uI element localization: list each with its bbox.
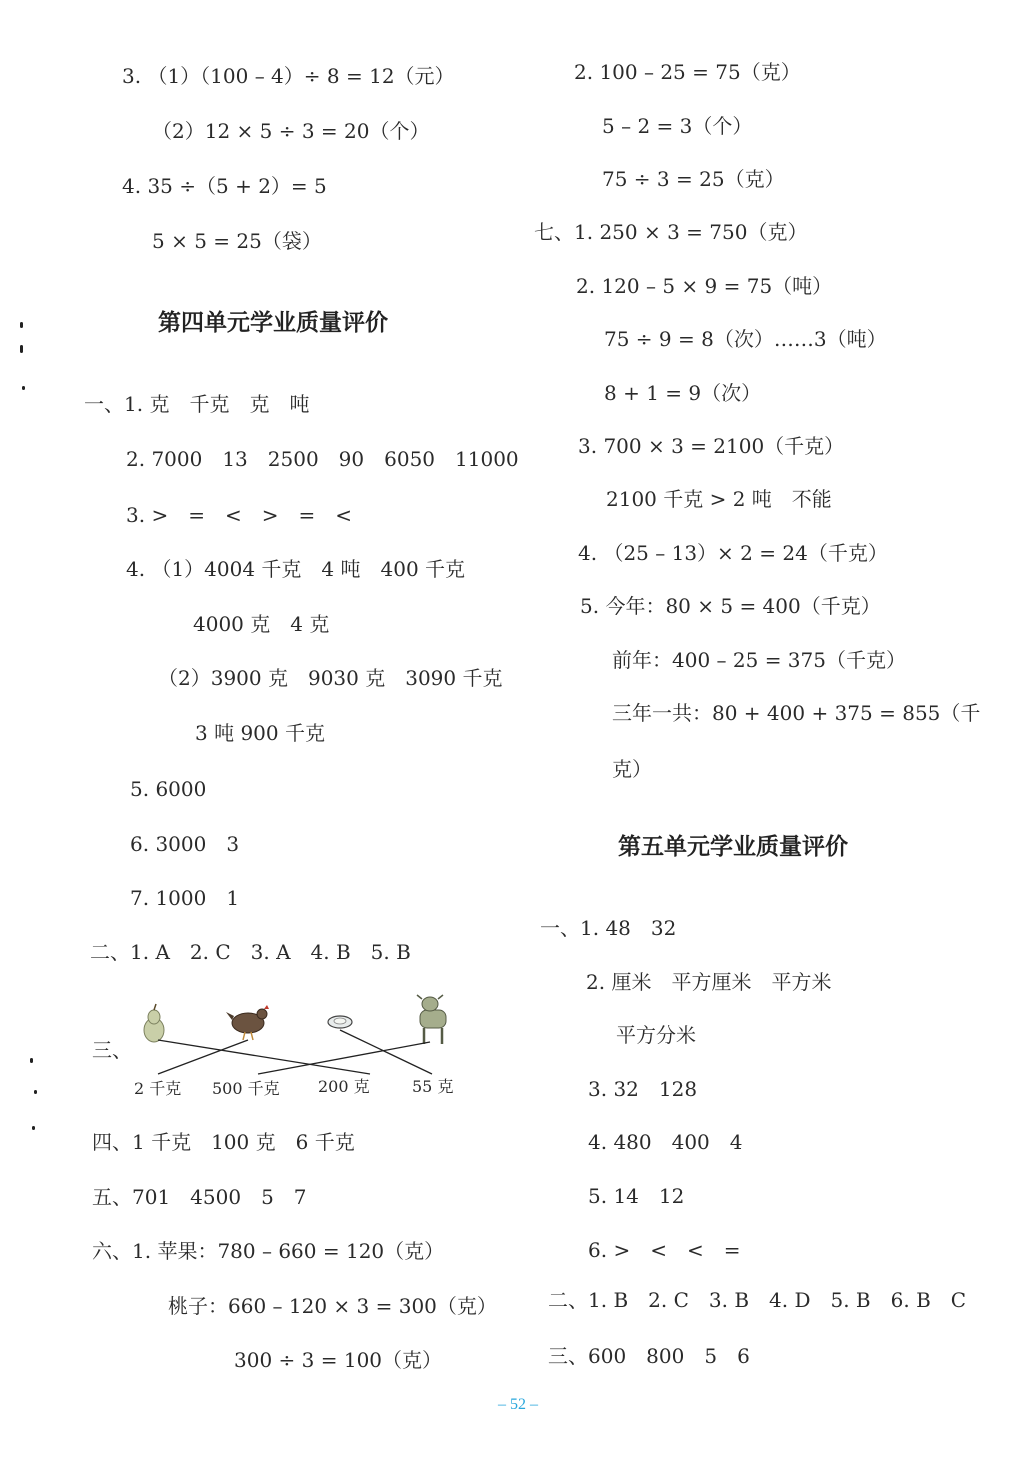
section-heading-unit4: 第四单元学业质量评价: [158, 310, 388, 336]
answer-line: 75 ÷ 9 = 8（次）……3（吨）: [604, 327, 887, 351]
answer-line: 5. 今年：80 × 5 = 400（千克）: [580, 594, 881, 618]
scan-speck: [34, 1090, 37, 1094]
answer-line: （2）12 × 5 ÷ 3 = 20（个）: [152, 119, 430, 143]
match-line: [158, 1040, 248, 1074]
scan-speck: [32, 1126, 35, 1130]
page-number: – 52 –: [498, 1396, 538, 1413]
answer-line: 3. 32 128: [588, 1077, 698, 1101]
match-line: [340, 1030, 432, 1074]
answer-line: 三、: [92, 1038, 132, 1062]
answer-line: 二、1. A 2. C 3. A 4. B 5. B: [90, 940, 411, 964]
answer-line: 5 – 2 = 3（个）: [602, 114, 753, 138]
answer-line: 3. > = < > = <: [126, 503, 352, 527]
answer-line: 4. 480 400 4: [588, 1130, 743, 1154]
scan-speck: [20, 322, 23, 328]
answer-line: 六、1. 苹果：780 – 660 = 120（克）: [92, 1239, 445, 1263]
answer-line: 6. > < < =: [588, 1238, 741, 1262]
answer-line: 300 ÷ 3 = 100（克）: [234, 1348, 443, 1372]
answer-line: 2. 120 – 5 × 9 = 75（吨）: [576, 274, 833, 298]
match-label: 500 千克: [212, 1079, 280, 1098]
match-label: 55 克: [412, 1077, 454, 1096]
answer-line: 3 吨 900 千克: [195, 721, 325, 745]
answer-line: 2. 100 – 25 = 75（克）: [574, 60, 801, 84]
pear-icon: [144, 1004, 164, 1042]
answer-line: 七、1. 250 × 3 = 750（克）: [534, 220, 808, 244]
answer-line: 4. 35 ÷（5 + 2）= 5: [122, 174, 327, 198]
answer-line: 五、701 4500 5 7: [92, 1185, 307, 1209]
scan-speck: [22, 386, 25, 390]
cow-icon: [417, 995, 446, 1044]
answer-line: 75 ÷ 3 = 25（克）: [602, 167, 785, 191]
match-line: [158, 1040, 370, 1074]
answer-line: 5. 6000: [130, 777, 207, 801]
answer-line: 4000 克 4 克: [193, 612, 330, 636]
scan-speck: [20, 345, 23, 353]
egg-icon: [328, 1016, 352, 1028]
answer-line: 8 + 1 = 9（次）: [604, 381, 762, 405]
answer-line: 桃子：660 – 120 × 3 = 300（克）: [168, 1294, 497, 1318]
answer-line: 2100 千克 > 2 吨 不能: [606, 487, 832, 511]
scan-speck: [30, 1058, 33, 1063]
match-label: 200 克: [318, 1077, 370, 1096]
answer-line: 二、1. B 2. C 3. B 4. D 5. B 6. B C: [548, 1288, 967, 1312]
answer-line: 3. 700 × 3 = 2100（千克）: [578, 434, 845, 458]
answer-line: 5. 14 12: [588, 1184, 685, 1208]
answer-line: 三年一共：80 + 400 + 375 = 855（千: [612, 701, 981, 725]
answer-line: 2. 7000 13 2500 90 6050 11000: [126, 447, 519, 471]
answer-line: 5 × 5 = 25（袋）: [152, 229, 322, 253]
answer-line: 3. （1）（100 – 4）÷ 8 = 12（元）: [122, 64, 455, 88]
answer-line: 4. （1）4004 千克 4 吨 400 千克: [126, 557, 466, 581]
answer-line: 克）: [612, 757, 652, 781]
answer-line: 6. 3000 3: [130, 832, 240, 856]
hen-icon: [226, 1005, 269, 1040]
answer-line: 一、1. 克 千克 克 吨: [84, 392, 310, 416]
section-heading-unit5: 第五单元学业质量评价: [618, 834, 848, 860]
answer-line: 4. （25 – 13）× 2 = 24（千克）: [578, 541, 888, 565]
answer-line: 三、600 800 5 6: [548, 1344, 750, 1368]
answer-line: 前年：400 – 25 = 375（千克）: [612, 648, 906, 672]
answer-line: （2）3900 克 9030 克 3090 千克: [158, 666, 503, 690]
answer-line: 四、1 千克 100 克 6 千克: [92, 1130, 355, 1154]
answer-line: 7. 1000 1: [130, 886, 240, 910]
match-label: 2 千克: [134, 1079, 182, 1098]
answer-line: 平方分米: [616, 1023, 696, 1047]
answer-line: 2. 厘米 平方厘米 平方米: [586, 970, 832, 994]
answer-line: 一、1. 48 32: [540, 916, 677, 940]
